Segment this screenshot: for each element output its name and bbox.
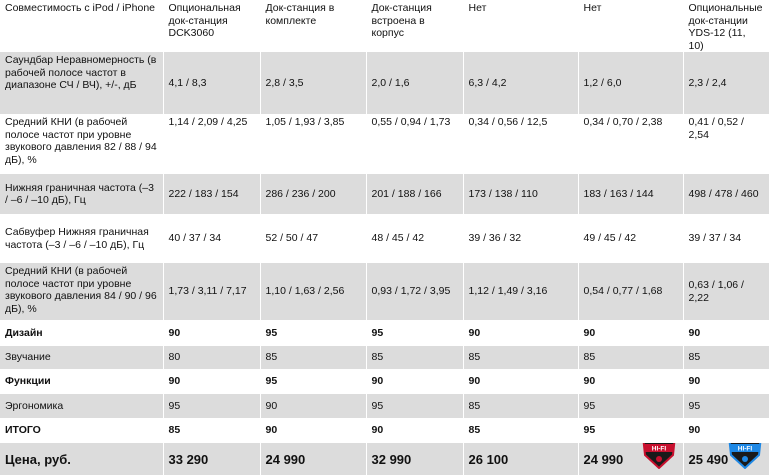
table-row [0, 394, 769, 418]
table-cell: 26 100 [463, 443, 578, 475]
table-cell: 2,8 / 3,5 [260, 52, 366, 114]
table-cell: 173 / 138 / 110 [463, 174, 578, 214]
table-cell: 80 [163, 346, 260, 369]
price-value: 24 990 [583, 451, 624, 467]
table-cell: 0,41 / 0,52 / 2,54 [683, 114, 769, 174]
price-value: 25 490 [688, 451, 729, 467]
table-row [0, 369, 769, 394]
table-cell: 90 [366, 369, 463, 394]
table-cell: 6,3 / 4,2 [463, 52, 578, 114]
table-cell-with-badge [683, 443, 769, 475]
table-cell: 95 [163, 394, 260, 418]
table-cell: 90 [683, 320, 769, 346]
row-label: ИТОГО [0, 418, 163, 443]
header-row [0, 0, 769, 52]
table-cell: 201 / 188 / 166 [366, 174, 463, 214]
table-cell: 48 / 45 / 42 [366, 214, 463, 263]
row-label: Эргономика [0, 394, 163, 418]
table-cell: 85 [366, 346, 463, 369]
header-cell: Док-станция встроена в корпус [366, 0, 463, 52]
table-cell: 286 / 236 / 200 [260, 174, 366, 214]
table-cell: 85 [163, 418, 260, 443]
table-cell: 90 [463, 320, 578, 346]
table-cell: 183 / 163 / 144 [578, 174, 683, 214]
table-cell: 90 [463, 369, 578, 394]
table-row [0, 346, 769, 369]
total-row [0, 418, 769, 443]
header-label: Совместимость с iPod / iPhone [0, 0, 163, 52]
table-cell: 90 [366, 418, 463, 443]
table-cell: 1,12 / 1,49 / 3,16 [463, 263, 578, 320]
table-cell: 85 [463, 394, 578, 418]
table-cell: 4,1 / 8,3 [163, 52, 260, 114]
table-cell: 90 [578, 369, 683, 394]
row-label: Нижняя граничная частота (–3 / –6 / –10 дБ), Гц [0, 174, 163, 214]
table-cell: 85 [260, 346, 366, 369]
table-cell: 0,34 / 0,56 / 12,5 [463, 114, 578, 174]
table-cell: 95 [260, 369, 366, 394]
table-row [0, 214, 769, 263]
table-cell: 95 [683, 394, 769, 418]
table-cell: 95 [578, 418, 683, 443]
table-cell: 0,54 / 0,77 / 1,68 [578, 263, 683, 320]
table-cell: 90 [163, 369, 260, 394]
table-cell: 90 [260, 394, 366, 418]
header-cell: Опциональные док-станции YDS-12 (11, 10) [683, 0, 769, 52]
table-cell: 49 / 45 / 42 [578, 214, 683, 263]
table-cell: 95 [366, 394, 463, 418]
header-cell: Опциональная док-станция DCK3060 [163, 0, 260, 52]
table-cell: 0,55 / 0,94 / 1,73 [366, 114, 463, 174]
table-cell: 0,93 / 1,72 / 3,95 [366, 263, 463, 320]
table-cell: 1,2 / 6,0 [578, 52, 683, 114]
table-cell: 85 [463, 346, 578, 369]
table-cell: 24 990 [260, 443, 366, 475]
row-label: Средний КНИ (в рабочей полосе частот при уровне звукового давления 84 / 90 / 96 дБ), % [0, 263, 163, 320]
table-cell: 0,34 / 0,70 / 2,38 [578, 114, 683, 174]
table-cell: 52 / 50 / 47 [260, 214, 366, 263]
table-cell: 85 [463, 418, 578, 443]
table-cell: 95 [260, 320, 366, 346]
table-cell: 85 [578, 346, 683, 369]
row-label: Звучание [0, 346, 163, 369]
row-label: Саундбар Неравномерность (в рабочей полосе частот в диапазоне СЧ / ВЧ), +/-, дБ [0, 52, 163, 114]
header-cell: Нет [463, 0, 578, 52]
table-row [0, 114, 769, 174]
best-quality-award-icon [727, 443, 763, 469]
table-cell: 90 [683, 369, 769, 394]
table-cell: 1,14 / 2,09 / 4,25 [163, 114, 260, 174]
table-cell: 95 [366, 320, 463, 346]
table-row [0, 320, 769, 346]
price-row [0, 443, 769, 475]
table-cell: 90 [683, 418, 769, 443]
table-cell: 90 [260, 418, 366, 443]
table-cell-with-badge [578, 443, 683, 475]
table-cell: 90 [578, 320, 683, 346]
table-cell: 40 / 37 / 34 [163, 214, 260, 263]
table-cell: 2,0 / 1,6 [366, 52, 463, 114]
best-value-award-icon [641, 443, 677, 469]
award-text: HI-FI [651, 445, 666, 453]
table-row [0, 174, 769, 214]
row-label: Средний КНИ (в рабочей полосе частот при уровне звукового давления 82 / 88 / 94 дБ), % [0, 114, 163, 174]
table-cell: 1,73 / 3,11 / 7,17 [163, 263, 260, 320]
table-cell: 95 [578, 394, 683, 418]
table-cell: 1,10 / 1,63 / 2,56 [260, 263, 366, 320]
table-cell: 90 [163, 320, 260, 346]
row-label: Дизайн [0, 320, 163, 346]
table-cell: 498 / 478 / 460 [683, 174, 769, 214]
row-label: Цена, руб. [0, 443, 163, 475]
row-label: Функции [0, 369, 163, 394]
header-cell: Нет [578, 0, 683, 52]
table-cell: 32 990 [366, 443, 463, 475]
table-cell: 39 / 37 / 34 [683, 214, 769, 263]
table-cell: 2,3 / 2,4 [683, 52, 769, 114]
table-cell: 1,05 / 1,93 / 3,85 [260, 114, 366, 174]
row-label: Сабвуфер Нижняя граничная частота (–3 / –6 / –10 дБ), Гц [0, 214, 163, 263]
header-cell: Док-станция в комплекте [260, 0, 366, 52]
table-cell: 0,63 / 1,06 / 2,22 [683, 263, 769, 320]
award-text: HI-FI [737, 445, 752, 453]
table-cell: 222 / 183 / 154 [163, 174, 260, 214]
table-row [0, 263, 769, 320]
table-row [0, 52, 769, 114]
table-cell: 85 [683, 346, 769, 369]
table-cell: 33 290 [163, 443, 260, 475]
table-cell: 39 / 36 / 32 [463, 214, 578, 263]
